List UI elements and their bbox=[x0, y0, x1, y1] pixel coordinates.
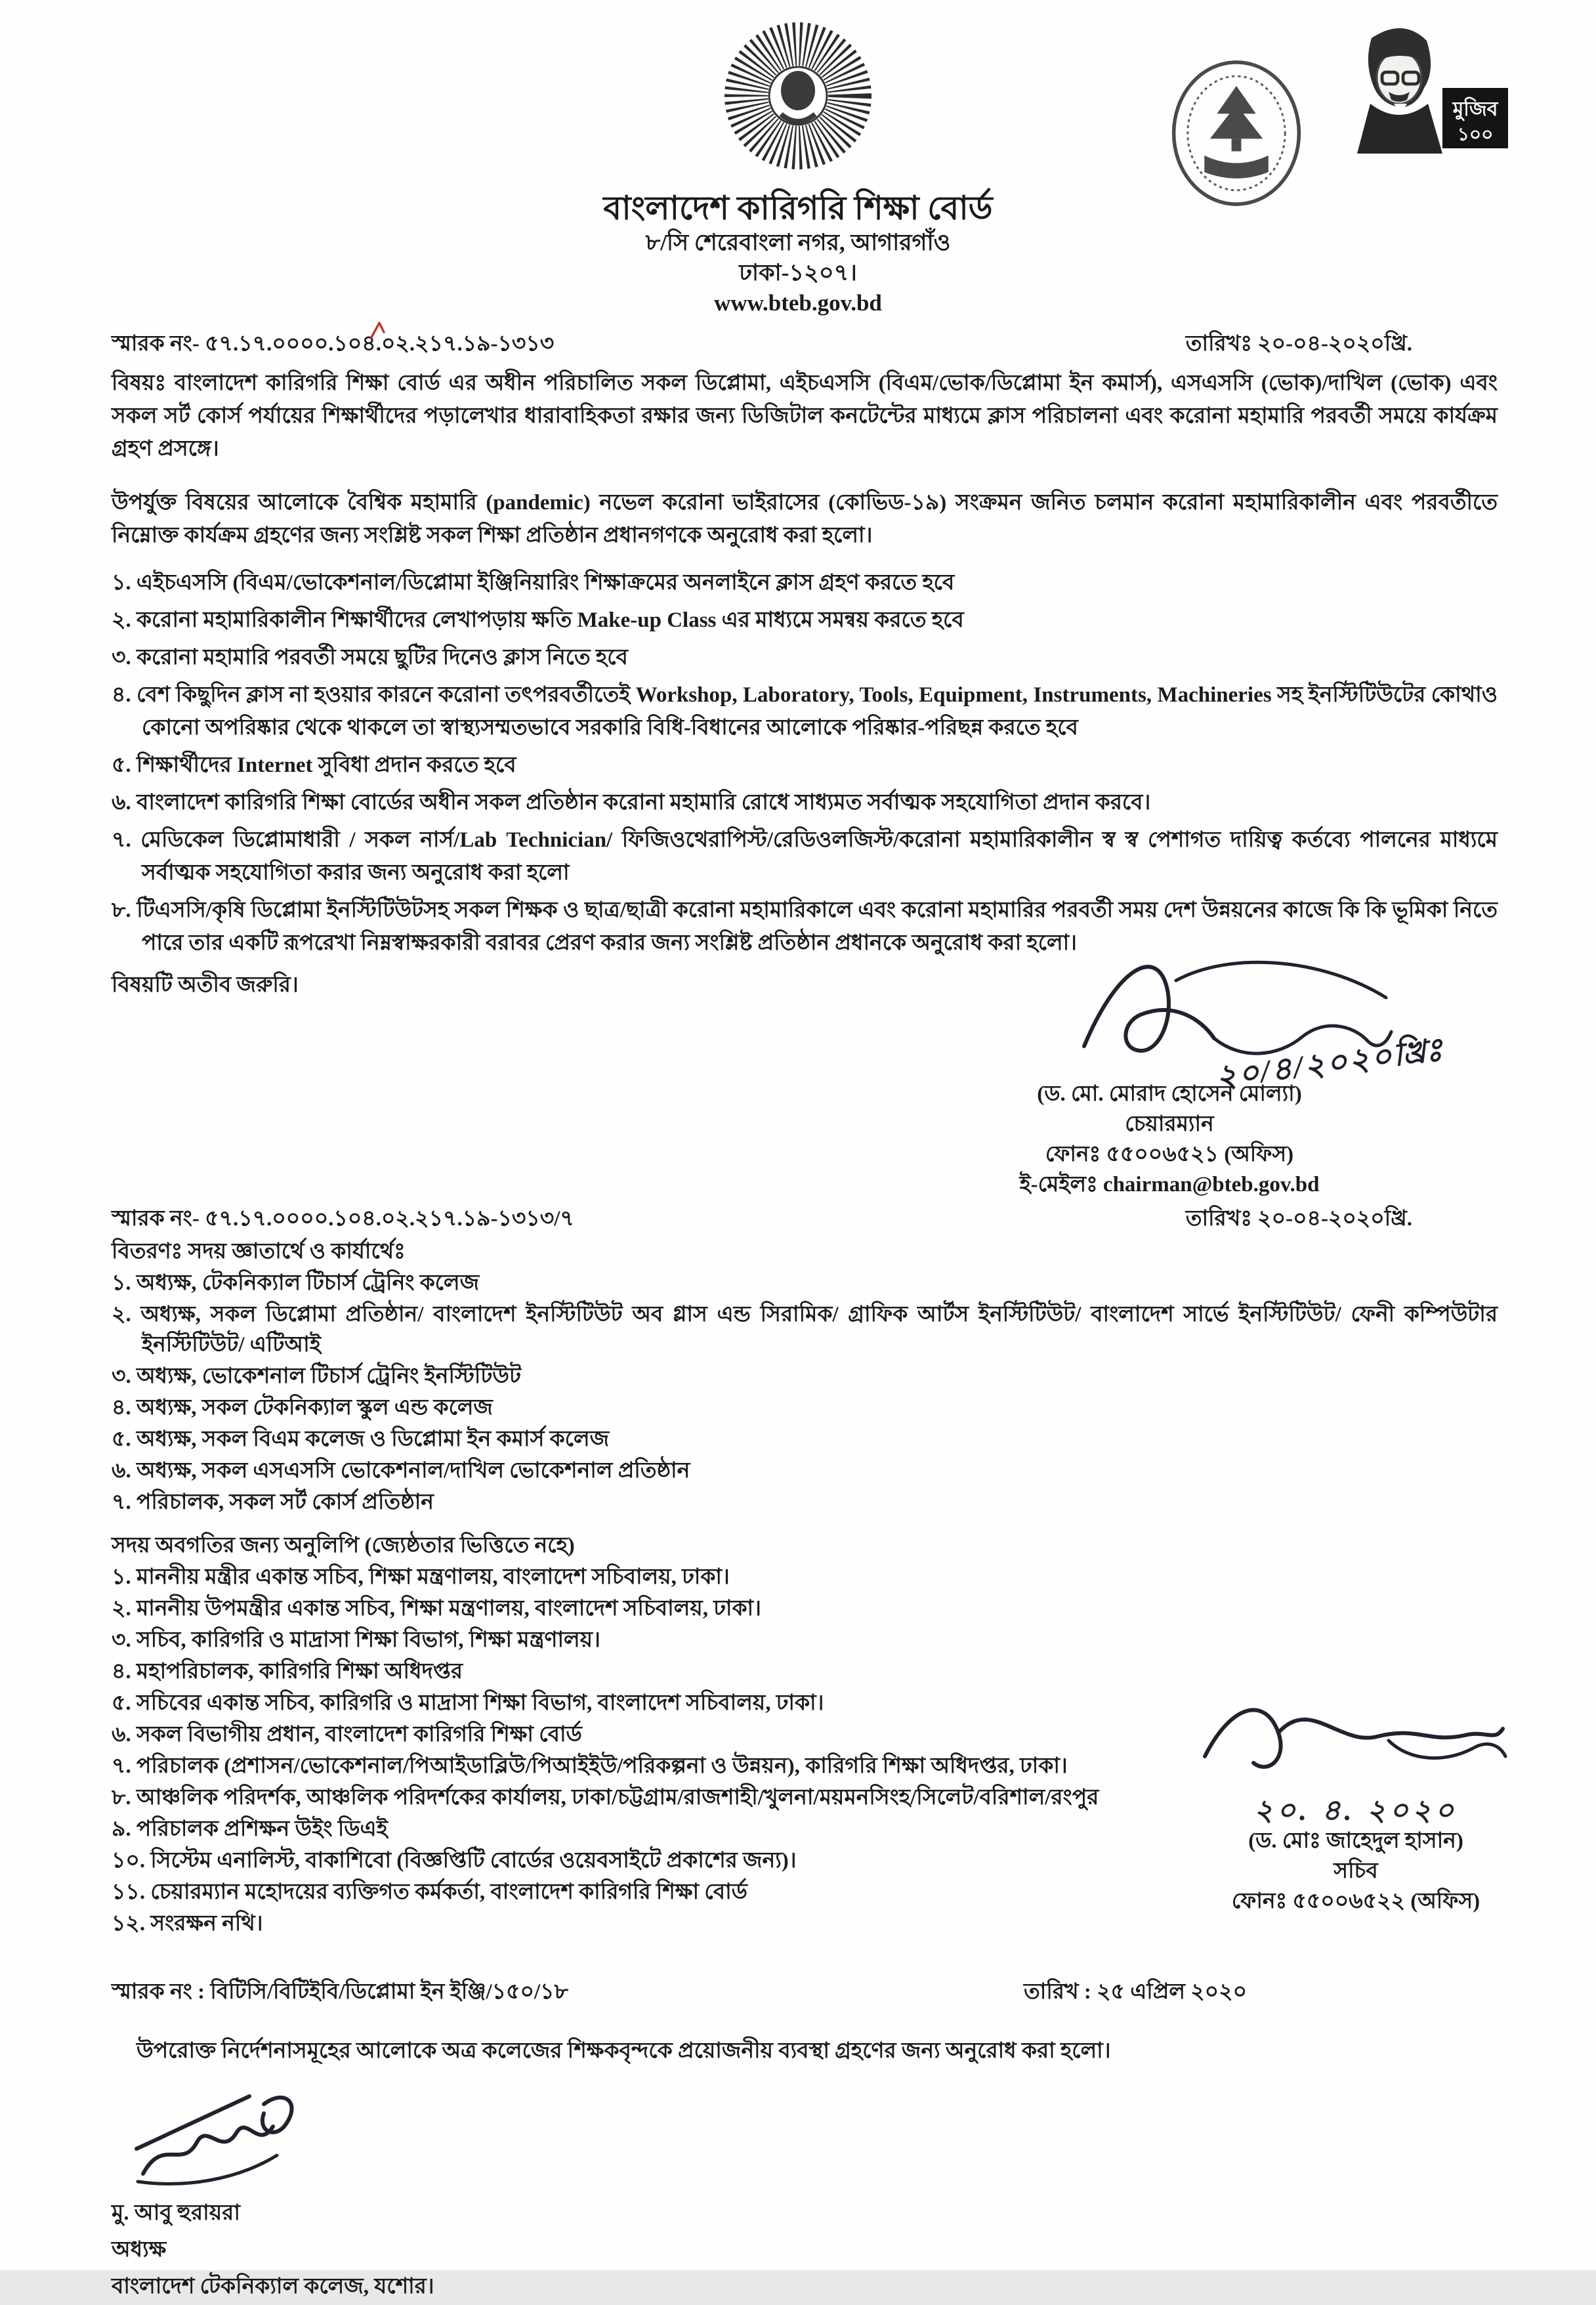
education-board-seal-logo bbox=[1167, 58, 1306, 220]
urgent-note: বিষয়টি অতীব জরুরি। bbox=[112, 973, 299, 997]
principal-designation: অধ্যক্ষ bbox=[112, 2238, 167, 2262]
directive-item-4: ৪. বেশ কিছুদিন ক্লাস না হওয়ার কারনে করোনা তৎপরবর্তীতেই Workshop, Laboratory, Tools, Equipment, Instruments, Machineries সহ ইনস্টিটিউটের কোথাও কোনো অপরিষ্কার থেকে থাকলে তা স্বাস্থ্যসম্মতভাবে সরকারি বিধি-বিধানের আলোকে পরিষ্কার-পরিছন্ন করতে হবে bbox=[112, 683, 1498, 740]
memo2-row bbox=[112, 1202, 1498, 1235]
principal-institute: বাংলাদেশ টেকনিক্যাল কলেজ, যশোর। bbox=[112, 2275, 434, 2298]
principal-signature-block bbox=[112, 2077, 1498, 2305]
distribution-list bbox=[112, 1268, 1498, 1517]
distribution-item-2: ২. অধ্যক্ষ, সকল ডিপ্লোমা প্রতিষ্ঠান/ বাংলাদেশ ইনস্টিটিউট অব গ্লাস এন্ড সিরামিক/ গ্রাফিক আর্টস ইনস্টিটিউট/ বাংলাদেশ সার্ভে ইনস্টিটিউট/ ফেনী কম্পিউটার ইনস্টিটিউট/ এটিআই bbox=[112, 1303, 1498, 1357]
subject-paragraph: বিষয়ঃ বাংলাদেশ কারিগরি শিক্ষা বোর্ড এর অধীন পরিচালিত সকল ডিপ্লোমা, এইচএসসি (বিএম/ভোক/ডিপ্লোমা ইন কমার্স), এসএসসি (ভোক)/দাখিল (ভোক) এবং সকল সর্ট কোর্স পর্যায়ের শিক্ষার্থীদের পড়ালেখার ধারাবাহিকতা রক্ষার জন্য ডিজিটাল কনটেন্টের মাধ্যমে ক্লাস পরিচালনা এবং করোনা মহামারি পরবর্তী সময়ে কার্যক্রম গ্রহণ প্রসঙ্গে। bbox=[112, 371, 1498, 461]
directive-item-2: ২. করোনা মহামারিকালীন শিক্ষার্থীদের লেখাপড়ায় ক্ষতি Make-up Class এর মাধ্যমে সমন্বয় করতে হবে bbox=[112, 608, 964, 632]
cc-item-3: ৩. সচিব, কারিগরি ও মাদ্রাসা শিক্ষা বিভাগ, শিক্ষা মন্ত্রণালয়। bbox=[112, 1628, 600, 1652]
cc-item-12: ১২. সংরক্ষন নথি। bbox=[112, 1912, 263, 1935]
red-check-mark bbox=[366, 320, 392, 352]
mujib-label: মুজিব bbox=[1452, 98, 1498, 120]
cc-item-2: ২. মাননীয় উপমন্ত্রীর একান্ত সচিব, শিক্ষা মন্ত্রণালয়, বাংলাদেশ সচিবালয়, ঢাকা। bbox=[112, 1597, 761, 1620]
intro-paragraph: উপর্যুক্ত বিষয়ের আলোকে বৈশ্বিক মহামারি (pandemic) নভেল করোনা ভাইরাসের (কোভিড-১৯) সংক্রমন জনিত চলমান করোনা মহামারিকালীন এবং পরবর্তীতে নিম্নোক্ত কার্যক্রম গ্রহণের জন্য সংশ্লিষ্ট সকল শিক্ষা প্রতিষ্ঠান প্রধানগণকে অনুরোধ করা হলো। bbox=[112, 491, 1498, 547]
directive-item-3: ৩. করোনা মহামারি পরবর্তী সময়ে ছুটির দিনেও ক্লাস নিতে হবে bbox=[112, 646, 628, 669]
memo3-number: স্মারক নং : বিটিসি/বিটিইবি/ডিপ্লোমা ইন ইঞ্জি/১৫০/১৮ bbox=[112, 1980, 568, 2004]
memo1-number: স্মারক নং- ৫৭.১৭.০০০০.১০৪.০২.২১৭.১৯-১৩১৩ bbox=[112, 332, 555, 356]
mujib-number: ১০০ bbox=[1457, 125, 1494, 145]
directive-item-8: ৮. টিএসসি/কৃষি ডিপ্লোমা ইনস্টিটিউটসহ সকল শিক্ষক ও ছাত্র/ছাত্রী করোনা মহামারিকালে এবং করোনা মহামারির পরবর্তী সময় দেশ উন্নয়নের কাজে কি কি ভূমিকা নিতে পারে তার একটি রূপরেখা নিম্নস্বাক্ষরকারী বরাবর প্রেরণ করার জন্য সংশ্লিষ্ট প্রতিষ্ঠান প্রধানকে অনুরোধ করা হলো। bbox=[112, 899, 1498, 955]
distribution-item-4: ৪. অধ্যক্ষ, সকল টেকনিক্যাল স্কুল এন্ড কলেজ bbox=[112, 1396, 493, 1420]
principal-name: মু. আবু হুরায়রা bbox=[112, 2201, 240, 2225]
cc-item-11: ১১. চেয়ারম্যান মহোদয়ের ব্যক্তিগত কর্মকর্তা, বাংলাদেশ কারিগরি শিক্ষা বোর্ড bbox=[112, 1880, 747, 1904]
secretary-phone: ফোনঃ ৫৫০০৬৫২২ (অফিস) bbox=[1231, 1890, 1480, 1913]
cc-heading: সদয় অবগতির জন্য অনুলিপি (জ্যেষ্ঠতার ভিত্তিতে নহে) bbox=[112, 1534, 575, 1557]
cc-item-4: ৪. মহাপরিচালক, কারিগরি শিক্ষা অধিদপ্তর bbox=[112, 1660, 463, 1683]
chairman-phone: ফোনঃ ৫৫০০৬৫২১ (অফিস) bbox=[1045, 1143, 1294, 1166]
website-text: www.bteb.gov.bd bbox=[714, 290, 882, 316]
chairman-signature-block bbox=[914, 975, 1446, 1200]
closing-paragraph: উপরোক্ত নির্দেশনাসমূহের আলোকে অত্র কলেজের শিক্ষকবৃন্দকে প্রয়োজনীয় ব্যবস্থা গ্রহণের জন্য অনুরোধ করা হলো। bbox=[136, 2039, 1111, 2063]
org-title: বাংলাদেশ কারিগরি শিক্ষা বোর্ড bbox=[603, 190, 993, 226]
cc-item-7: ৭. পরিচালক (প্রশাসন/ভোকেশনাল/পিআইডাব্লিউ/পিআইইউ/পরিকল্পনা ও উন্নয়ন), কারিগরি শিক্ষা অধিদপ্তর, ঢাকা। bbox=[112, 1754, 1068, 1778]
principal-signature bbox=[125, 2077, 1498, 2195]
distribution-item-7: ৭. পরিচালক, সকল সর্ট কোর্স প্রতিষ্ঠান bbox=[112, 1491, 434, 1514]
chairman-handwritten-date: ২০/৪/২০২০খ্রিঃ bbox=[1213, 1032, 1446, 1095]
distribution-item-6: ৬. অধ্যক্ষ, সকল এসএসসি ভোকেশনাল/দাখিল ভোকেশনাল প্রতিষ্ঠান bbox=[112, 1459, 690, 1483]
chairman-designation: চেয়ারম্যান bbox=[1125, 1112, 1214, 1136]
directive-item-5: ৫. শিক্ষার্থীদের Internet সুবিধা প্রদান করতে হবে bbox=[112, 753, 516, 777]
chairman-email: ই-মেইলঃ chairman@bteb.gov.bd bbox=[1019, 1173, 1320, 1196]
cc-item-10: ১০. সিস্টেম এনালিস্ট, বাকাশিবো (বিজ্ঞপ্তিটি বোর্ডের ওয়েবসাইটে প্রকাশের জন্য)। bbox=[112, 1849, 797, 1872]
secretary-signature bbox=[1152, 1697, 1559, 1796]
directives-list bbox=[112, 566, 1498, 960]
memo2-date: তারিখঃ ২০-০৪-২০২০খ্রি. bbox=[1185, 1207, 1412, 1231]
memo3-date: তারিখ : ২৫ এপ্রিল ২০২০ bbox=[1024, 1980, 1248, 2004]
distribution-heading: বিতরণঃ সদয় জ্ঞাতার্থে ও কার্যার্থেঃ bbox=[112, 1240, 406, 1263]
directive-item-6: ৬. বাংলাদেশ কারিগরি শিক্ষা বোর্ডের অধীন সকল প্রতিষ্ঠান করোনা মহামারি রোধে সাধ্যমত সর্বাত্মক সহযোগিতা প্রদান করবে। bbox=[112, 791, 1151, 814]
directive-item-7: ৭. মেডিকেল ডিপ্লোমাধারী / সকল নার্স/Lab Technician/ ফিজিওথেরাপিস্ট/রেডিওলজিস্ট/করোনা মহামারিকালীন স্ব স্ব পেশাগত দায়িত্ব কর্তব্যে পালনের মাধ্যমে সর্বাত্মক সহযোগিতা করার জন্য অনুরোধ করা হলো bbox=[112, 828, 1498, 885]
cc-item-6: ৬. সকল বিভাগীয় প্রধান, বাংলাদেশ কারিগরি শিক্ষা বোর্ড bbox=[112, 1723, 582, 1746]
memo1-row bbox=[112, 328, 1498, 360]
address-line: ৮/সি শেরেবাংলা নগর, আগারগাঁও bbox=[645, 230, 951, 255]
secretary-name: (ড. মোঃ জাহেদুল হাসান) bbox=[1248, 1829, 1463, 1853]
chairman-name: (ড. মো. মোরাদ হোসেন মোল্যা) bbox=[1037, 1082, 1302, 1106]
cc-item-5: ৫. সচিবের একান্ত সচিব, কারিগরি ও মাদ্রাসা শিক্ষা বিভাগ, বাংলাদেশ সচিবালয়, ঢাকা। bbox=[112, 1691, 824, 1715]
secretary-designation: সচিব bbox=[1334, 1859, 1378, 1883]
bteb-seal-icon bbox=[719, 17, 877, 184]
cc-item-9: ৯. পরিচালক প্রশিক্ষন উইং ডিএই bbox=[112, 1817, 388, 1841]
directive-item-1: ১. এইচএসসি (বিএম/ভোকেশনাল/ডিপ্লোমা ইঞ্জিনিয়ারিং শিক্ষাক্রমের অনলাইনে ক্লাস গ্রহণ করতে হবে bbox=[112, 571, 955, 595]
secretary-handwritten-date: ২০. ৪. ২০২০ bbox=[1253, 1794, 1458, 1827]
distribution-item-1: ১. অধ্যক্ষ, টেকনিক্যাল টিচার্স ট্রেনিং কলেজ bbox=[112, 1271, 480, 1295]
cc-item-8: ৮. আঞ্চলিক পরিদর্শক, আঞ্চলিক পরিদর্শকের কার্যালয়, ঢাকা/চট্টগ্রাম/রাজশাহী/খুলনা/ময়মনসিংহ/সিলেট/বরিশাল/রংপুর bbox=[112, 1786, 1099, 1809]
secretary-signature-block bbox=[1152, 1697, 1559, 1916]
distribution-item-5: ৫. অধ্যক্ষ, সকল বিএম কলেজ ও ডিপ্লোমা ইন কমার্স কলেজ bbox=[112, 1427, 610, 1451]
mujib-100-logo bbox=[1330, 20, 1511, 191]
memo3-row bbox=[112, 1976, 1498, 2008]
distribution-item-3: ৩. অধ্যক্ষ, ভোকেশনাল টিচার্স ট্রেনিং ইনস্টিটিউট bbox=[112, 1364, 521, 1388]
memo2-number: স্মারক নং- ৫৭.১৭.০০০০.১০৪.০২.২১৭.১৯-১৩১৩/৭ bbox=[112, 1207, 574, 1231]
city-line: ঢাকা-১২০৭। bbox=[739, 260, 857, 285]
memo1-date: তারিখঃ ২০-০৪-২০২০খ্রি. bbox=[1185, 332, 1412, 356]
cc-item-1: ১. মাননীয় মন্ত্রীর একান্ত সচিব, শিক্ষা মন্ত্রণালয়, বাংলাদেশ সচিবালয়, ঢাকা। bbox=[112, 1565, 730, 1589]
